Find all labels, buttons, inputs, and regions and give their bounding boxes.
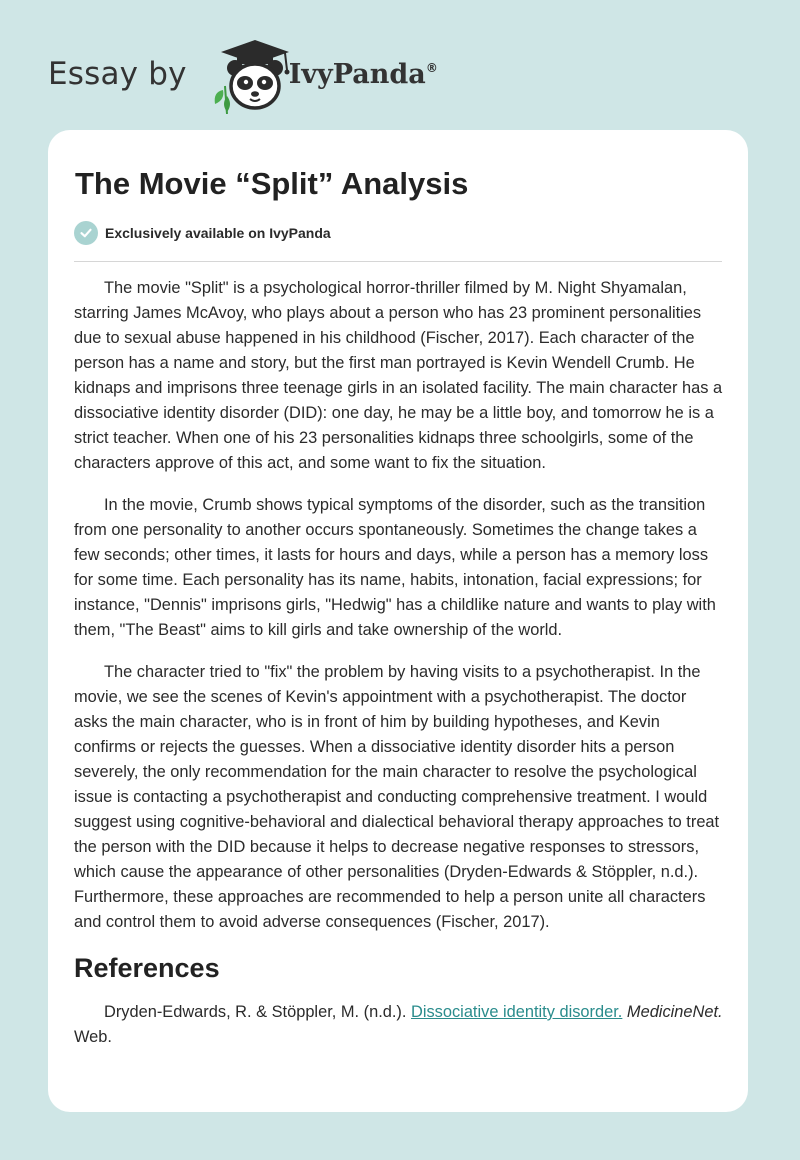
paragraph: The movie "Split" is a psychological horror-thriller filmed by M. Night Shyamalan, starring James McAvoy, who plays about a person who has 23 prominent personalities due to sexual abuse happened in his childhood (Fischer, 2017). Each character of the person has a name and story, but the first man portrayed is Kevin Wendell Crumb. He kidnaps and imprisons three teenage girls in an isolated facility. The main character has a dissociative identity disorder (DID): one day, he may be a little boy, and tomorrow he is a strict teacher. When one of his 23 personalities kidnaps three schoolgirls, some of the characters approve of this act, and some want to fix the situation. xyxy=(74,279,723,472)
paragraph: The character tried to "fix" the problem by having visits to a psychotherapist. In the movie, we see the scenes of Kevin's appointment with a psychotherapist. The doctor asks the main character, who is in front of him by building hypotheses, and Kevin confirms or rejects the guesses. When a dissociative identity disorder hits a person severely, the only recommendation for the main character to resolve the psychological issue is contacting a psychotherapist and conducting comprehensive treatment. I would suggest using cognitive-behavioral and dialectical behavioral therapy approaches to treat the person with the DID because it helps to decrease negative responses to stressors, which cause the appearance of other personalities (Dryden-Edwards & Stöppler, n.d.). Furthermore, these approaches are recommended to help a person unite all characters and control them to avoid adverse consequences (Fischer, 2017). xyxy=(74,663,720,931)
reference-entry xyxy=(74,1000,724,1050)
check-icon xyxy=(74,221,98,245)
reference-authors: Dryden-Edwards, R. & Stöppler, M. (n.d.). xyxy=(104,1003,407,1021)
panda-graduate-icon[interactable] xyxy=(201,34,297,114)
reference-source: MedicineNet. xyxy=(626,1003,723,1021)
references-heading: References xyxy=(74,953,220,983)
site-header xyxy=(48,34,438,114)
divider xyxy=(74,261,722,262)
paragraph: In the movie, Crumb shows typical symptoms of the disorder, such as the transition from one personality to another occurs spontaneously. Sometimes the change takes a few seconds; other times, it lasts for hours and days, while a person has a memory loss for some time. Each personality has its name, habits, intonation, facial expressions; for instance, "Dennis" imprisons girls, "Hedwig" has a childlike nature and wants to play with them, "The Beast" aims to kill girls and take ownership of the world. xyxy=(74,496,716,639)
article-body xyxy=(74,276,724,1050)
brand-name[interactable]: IvyPanda® xyxy=(288,58,438,90)
reference-suffix: Web. xyxy=(74,1028,112,1046)
brand-prefix: Essay by xyxy=(48,56,187,92)
page-title: The Movie “Split” Analysis xyxy=(75,166,469,201)
article-card xyxy=(48,130,748,1112)
exclusive-badge xyxy=(74,221,331,245)
reference-link[interactable]: Dissociative identity disorder. xyxy=(411,1003,623,1021)
badge-label: Exclusively available on IvyPanda xyxy=(105,225,331,241)
